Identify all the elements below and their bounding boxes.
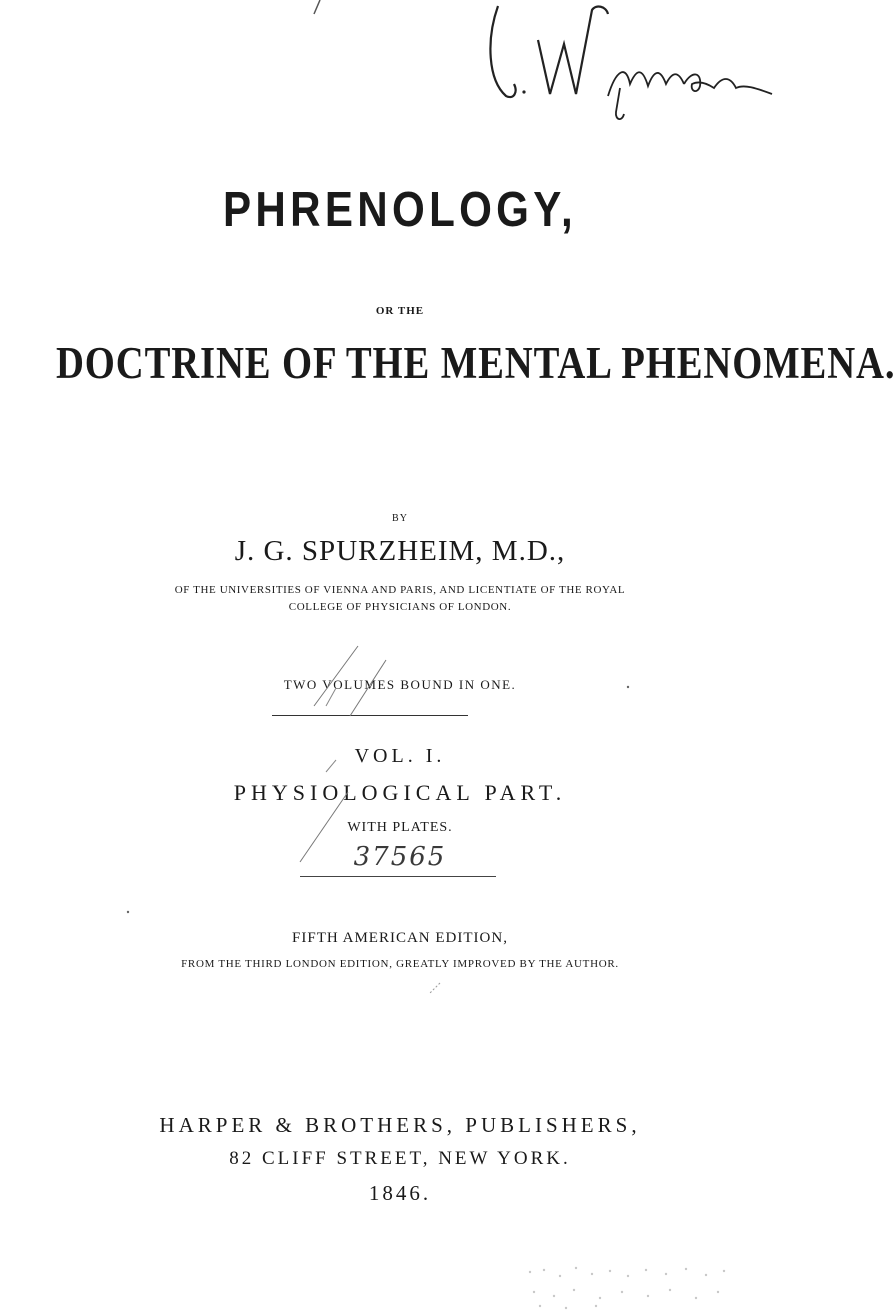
- author-affiliation-line-1: OF THE UNIVERSITIES OF VIENNA AND PARIS, AND LICENTIATE OF THE ROYAL: [174, 584, 626, 596]
- handwritten-catalog-number: 37565: [353, 842, 447, 872]
- edition-statement: FIFTH AMERICAN EDITION,: [292, 930, 508, 946]
- part-title: PHYSIOLOGICAL PART.: [233, 780, 567, 805]
- handwritten-signature: [480, 0, 780, 130]
- bleed-through-marks: [520, 1262, 740, 1312]
- catalog-underline: [300, 876, 496, 877]
- by-label: BY: [392, 513, 408, 524]
- author-affiliation-line-2: COLLEGE OF PHYSICIANS OF LONDON.: [288, 601, 512, 613]
- publication-year: 1846.: [368, 1181, 432, 1205]
- edition-note: FROM THE THIRD LONDON EDITION, GREATLY IMPROVED BY THE AUTHOR.: [181, 958, 619, 970]
- publisher-address: 82 CLIFF STREET, NEW YORK.: [229, 1148, 571, 1169]
- title-connector: OR THE: [375, 305, 425, 317]
- book-subtitle: DOCTRINE OF THE MENTAL PHENOMENA.: [56, 338, 895, 388]
- volumes-note: TWO VOLUMES BOUND IN ONE.: [283, 677, 517, 692]
- author-name: J. G. SPURZHEIM, M.D.,: [234, 535, 566, 567]
- volume-number: VOL. I.: [354, 745, 446, 767]
- publisher-name: HARPER & BROTHERS, PUBLISHERS,: [159, 1113, 641, 1137]
- divider-rule: [272, 715, 468, 716]
- book-title: PHRENOLOGY,: [222, 183, 578, 237]
- plates-note: WITH PLATES.: [347, 820, 453, 835]
